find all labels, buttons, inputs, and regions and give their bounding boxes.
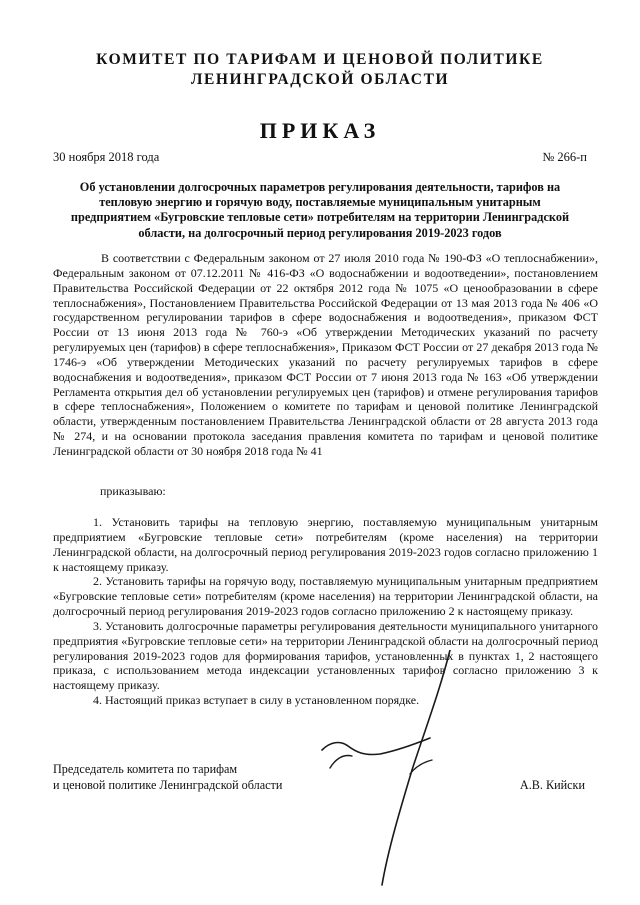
document-number: № 266-п xyxy=(542,150,587,164)
document-date: 30 ноября 2018 года xyxy=(53,150,160,164)
decree-item-2: 2. Установить тарифы на горячую воду, поставляемую муниципальным унитарным предприятием «Бугровские тепловые сети» потребителям (кроме населения) на территории Ленинградской области, на долгосрочный период регулирования 2019-2023 годов согласно приложению 2 к настоящему приказу. xyxy=(53,574,598,619)
signatory-position-line1: Председатель комитета по тарифам xyxy=(53,762,238,776)
preamble-paragraph: В соответствии с Федеральным законом от 27 июля 2010 года № 190-ФЗ «О теплоснабжении», Федеральным законом от 07.12.2011 № 416-ФЗ «О водоснабжении и водоотведении», постановлением Правительства Российской Федерации от 22 октября 2012 года № 1075 «О ценообразовании в сфере теплоснабжения», Постановлением Правительства Российской Федерации от 13 мая 2013 года № 406 «О государственном регулировании тарифов в сфере водоснабжения и водоотведения», приказом ФСТ России от 13 июня 2013 года № 760-э «Об утверждении Методических указаний по расчету регулируемых цен (тарифов) в сфере теплоснабжения», Приказом ФСТ России от 27 декабря 2013 года № 1746-э «Об утверждении Методических указаний по расчету регулируемых тарифов в сфере водоснабжения и водоотведения», приказом ФСТ России от 7 июня 2013 года № 163 «Об утверждении Регламента открытия дел об установлении регулируемых цен (тарифов) и отмене регулирования тарифов в сфере теплоснабжения», Положением о комитете по тарифам и ценовой политике Ленинградской области, утвержденным постановлением Правительства Ленинградской области от 28 августа 2013 года № 274, и на основании протокола заседания правления комитета по тарифам и ценовой политике Ленинградской области от 30 ноября 2018 года № 41 xyxy=(53,251,598,458)
signatory-position xyxy=(53,762,282,793)
decree-item-4: 4. Настоящий приказ вступает в силу в установленном порядке. xyxy=(93,693,420,708)
org-name-line2: ЛЕНИНГРАДСКОЙ ОБЛАСТИ xyxy=(190,71,450,88)
decree-word: приказываю: xyxy=(100,484,166,498)
signatory-position-line2: и ценовой политике Ленинградской области xyxy=(53,777,283,792)
decree-item-1: 1. Установить тарифы на тепловую энергию, поставляемую муниципальным унитарным предприятием «Бугровские тепловые сети» потребителям (кроме населения) на территории Ленинградской области, на долгосрочный период регулирования 2019-2023 годов согласно приложению 1 к настоящему приказу. xyxy=(53,515,598,574)
organization-header xyxy=(60,50,580,90)
org-name-line1: КОМИТЕТ ПО ТАРИФАМ И ЦЕНОВОЙ ПОЛИТИКЕ xyxy=(96,51,544,68)
decree-item-3: 3. Установить долгосрочные параметры регулирования деятельности муниципального унитарного предприятия «Бугровские тепловые сети» на территории Ленинградской области на долгосрочный период регулирования 2019-2023 годов для формирования тарифов, установленных в пунктах 1, 2 настоящего приказа, с использованием метода индексации установленных тарифов согласно приложению 3 к настоящему приказу. xyxy=(53,618,599,693)
signatory-name: А.В. Кийски xyxy=(519,778,585,792)
document-subject: Об установлении долгосрочных параметров регулирования деятельности, тарифов на тепловую энергию и горячую воду, поставляемые муниципальным унитарным предприятием «Бугровские тепловые сети» потребителям на территории Ленинградской области, на долгосрочный период регулирования 2019-2023 годов xyxy=(70,180,570,240)
handwritten-signature xyxy=(300,650,500,890)
document-type-title: ПРИКАЗ xyxy=(259,118,381,143)
